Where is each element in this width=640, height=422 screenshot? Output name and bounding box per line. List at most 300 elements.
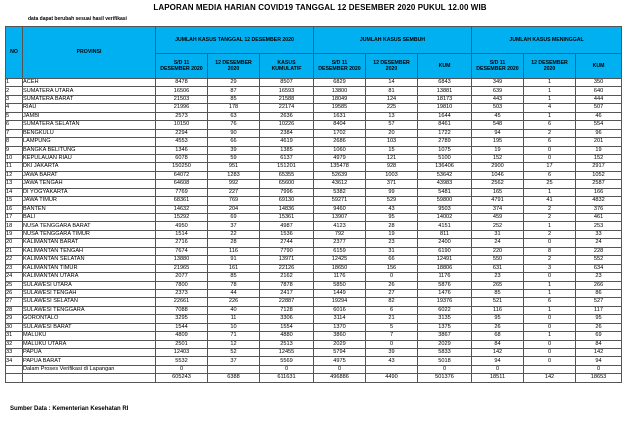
cell-sembuh-sd11: 4979	[314, 154, 366, 162]
cell-kasus-kumulatif: 22174	[260, 104, 314, 112]
cell-sembuh-kum: 811	[418, 230, 472, 238]
table-row	[6, 357, 622, 365]
table-row	[6, 298, 622, 306]
cell-meninggal-12des: 2	[524, 205, 576, 213]
cell-meninggal-12des: 2	[524, 214, 576, 222]
cell-meninggal-12des: 6	[524, 121, 576, 129]
cell-sembuh-kum: 9503	[418, 205, 472, 213]
cell-meninggal-kum: 33	[576, 230, 622, 238]
cell-meninggal-12des: 0	[524, 340, 576, 348]
cell-kasus-kumulatif: 5569	[260, 357, 314, 365]
cell-meninggal-kum: 2587	[576, 180, 622, 188]
cell-kasus-sd11: 68361	[156, 197, 208, 205]
cell-provinsi: RIAU	[23, 104, 156, 112]
cell-sembuh-12des	[366, 365, 418, 373]
table-row	[6, 214, 622, 222]
cell-sembuh-kum: 19810	[418, 104, 472, 112]
cell-meninggal-sd11: 374	[472, 205, 524, 213]
cell-no: 25	[6, 281, 23, 289]
cell-kasus-kumulatif: 65355	[260, 171, 314, 179]
table-row	[6, 79, 622, 87]
cell-meninggal-12des	[524, 365, 576, 373]
header-group-meninggal: JUMLAH KASUS MENINGGAL	[472, 27, 622, 54]
cell-provinsi	[23, 374, 156, 382]
cell-sembuh-12des: 99	[366, 188, 418, 196]
cell-meninggal-12des: 1	[524, 188, 576, 196]
cell-no: 33	[6, 349, 23, 357]
cell-kasus-12des: 76	[208, 121, 260, 129]
cell-sembuh-12des: 26	[366, 281, 418, 289]
cell-sembuh-sd11: 1176	[314, 273, 366, 281]
cell-meninggal-sd11: 165	[472, 188, 524, 196]
cell-meninggal-sd11: 1046	[472, 171, 524, 179]
cell-meninggal-sd11: 443	[472, 95, 524, 103]
cell-provinsi: KALIMANTAN TIMUR	[23, 264, 156, 272]
table-header	[6, 27, 622, 79]
cell-kasus-sd11: 4950	[156, 222, 208, 230]
cell-meninggal-12des: 41	[524, 197, 576, 205]
cell-sembuh-sd11: 4975	[314, 357, 366, 365]
cell-meninggal-sd11: 252	[472, 222, 524, 230]
cell-meninggal-kum: 69	[576, 332, 622, 340]
cell-sembuh-sd11: 3114	[314, 315, 366, 323]
table-row	[6, 340, 622, 348]
cell-sembuh-12des: 6	[366, 306, 418, 314]
cell-sembuh-sd11: 5850	[314, 281, 366, 289]
cell-kasus-kumulatif: 7790	[260, 247, 314, 255]
cell-sembuh-kum: 6190	[418, 247, 472, 255]
cell-kasus-sd11: 10150	[156, 121, 208, 129]
cell-kasus-12des: 951	[208, 163, 260, 171]
cell-provinsi: SUMATERA SELATAN	[23, 121, 156, 129]
cell-meninggal-kum: 266	[576, 281, 622, 289]
cell-kasus-12des: 71	[208, 332, 260, 340]
cell-no: 10	[6, 154, 23, 162]
cell-kasus-12des: 1283	[208, 171, 260, 179]
cell-sembuh-12des: 39	[366, 349, 418, 357]
cell-kasus-sd11: 2294	[156, 129, 208, 137]
header-sembuh-12des: 12 DESEMBER 2020	[366, 54, 418, 79]
cell-meninggal-12des: 6	[524, 138, 576, 146]
cell-provinsi: BANTEN	[23, 205, 156, 213]
cell-kasus-12des: 29	[208, 79, 260, 87]
cell-sembuh-kum: 5018	[418, 357, 472, 365]
cell-sembuh-kum: 59800	[418, 197, 472, 205]
cell-provinsi: SUMATERA UTARA	[23, 87, 156, 95]
cell-sembuh-sd11: 43612	[314, 180, 366, 188]
table-row	[6, 289, 622, 297]
cell-kasus-kumulatif: 2417	[260, 289, 314, 297]
cell-provinsi: PAPUA BARAT	[23, 357, 156, 365]
cell-kasus-sd11: 2077	[156, 273, 208, 281]
cell-kasus-12des: 78	[208, 281, 260, 289]
cell-kasus-12des: 59	[208, 154, 260, 162]
header-meninggal-kum: KUM	[576, 54, 622, 79]
table-row	[6, 273, 622, 281]
cell-kasus-kumulatif: 22887	[260, 298, 314, 306]
cell-kasus-12des: 69	[208, 214, 260, 222]
cell-kasus-sd11: 2716	[156, 239, 208, 247]
cell-sembuh-12des: 529	[366, 197, 418, 205]
table-row	[6, 222, 622, 230]
cell-provinsi: LAMPUNG	[23, 138, 156, 146]
cell-meninggal-sd11: 4791	[472, 197, 524, 205]
cell-provinsi: SULAWESI TENGGARA	[23, 306, 156, 314]
cell-kasus-sd11: 21503	[156, 95, 208, 103]
cell-no: 28	[6, 306, 23, 314]
cell-kasus-kumulatif: 3306	[260, 315, 314, 323]
cell-no: 19	[6, 230, 23, 238]
cell-meninggal-12des: 1	[524, 306, 576, 314]
verification-note: data dapat berubah sesuai hasil verifikasi	[28, 16, 127, 22]
cell-kasus-12des: 178	[208, 104, 260, 112]
cell-kasus-sd11: 1346	[156, 146, 208, 154]
cell-kasus-kumulatif: 151201	[260, 163, 314, 171]
cell-sembuh-kum: 2400	[418, 239, 472, 247]
cell-sembuh-kum: 4151	[418, 222, 472, 230]
cell-sembuh-12des: 20	[366, 129, 418, 137]
cell-meninggal-sd11: 0	[472, 365, 524, 373]
cell-meninggal-sd11: 84	[472, 340, 524, 348]
cell-kasus-12des: 63	[208, 112, 260, 120]
cell-provinsi: BANGKA BELITUNG	[23, 146, 156, 154]
cell-kasus-kumulatif: 4880	[260, 332, 314, 340]
cell-sembuh-kum: 3867	[418, 332, 472, 340]
cell-sembuh-12des: 4490	[366, 374, 418, 382]
cell-meninggal-kum: 84	[576, 340, 622, 348]
cell-sembuh-kum: 14002	[418, 214, 472, 222]
header-kasus-kumulatif: KASUS KUMULATIF	[260, 54, 314, 79]
cell-kasus-sd11: 4553	[156, 138, 208, 146]
header-meninggal-12des: 12 DESEMBER 2020	[524, 54, 576, 79]
cell-meninggal-sd11: 631	[472, 264, 524, 272]
cell-kasus-sd11: 21996	[156, 104, 208, 112]
cell-kasus-12des: 66	[208, 138, 260, 146]
cell-sembuh-sd11: 2686	[314, 138, 366, 146]
cell-sembuh-sd11: 1060	[314, 146, 366, 154]
cell-kasus-12des: 85	[208, 95, 260, 103]
cell-meninggal-sd11: 68	[472, 332, 524, 340]
cell-sembuh-12des: 928	[366, 163, 418, 171]
cell-provinsi: MALUKU UTARA	[23, 340, 156, 348]
cell-sembuh-12des: 5	[366, 323, 418, 331]
cell-sembuh-12des: 13	[366, 112, 418, 120]
cell-no: 7	[6, 129, 23, 137]
cell-sembuh-sd11: 5794	[314, 349, 366, 357]
cell-provinsi: PAPUA	[23, 349, 156, 357]
cell-kasus-kumulatif: 69130	[260, 197, 314, 205]
header-no: NO	[6, 27, 23, 79]
table-row	[6, 239, 622, 247]
cell-meninggal-kum: 18653	[576, 374, 622, 382]
cell-meninggal-12des: 0	[524, 357, 576, 365]
cell-no: 16	[6, 205, 23, 213]
cell-no: 5	[6, 112, 23, 120]
cell-meninggal-sd11: 459	[472, 214, 524, 222]
cell-provinsi: Dalam Proses Verifikasi di Lapangan	[23, 365, 156, 373]
cell-kasus-12des: 161	[208, 264, 260, 272]
cell-sembuh-kum: 12491	[418, 256, 472, 264]
cell-provinsi: NUSA TENGGARA BARAT	[23, 222, 156, 230]
cell-meninggal-sd11: 2562	[472, 180, 524, 188]
header-group-sembuh: JUMLAH KASUS SEMBUH	[314, 27, 472, 54]
cell-kasus-12des: 116	[208, 247, 260, 255]
cell-meninggal-kum: 444	[576, 95, 622, 103]
cell-sembuh-kum: 1375	[418, 323, 472, 331]
cell-no: 1	[6, 79, 23, 87]
cell-kasus-12des: 28	[208, 239, 260, 247]
cell-meninggal-sd11: 95	[472, 315, 524, 323]
cell-no: 12	[6, 171, 23, 179]
cell-kasus-sd11: 5532	[156, 357, 208, 365]
cell-kasus-kumulatif: 15361	[260, 214, 314, 222]
cell-sembuh-sd11: 19585	[314, 104, 366, 112]
cell-kasus-kumulatif: 10226	[260, 121, 314, 129]
cell-sembuh-sd11: 59271	[314, 197, 366, 205]
cell-meninggal-sd11: 220	[472, 247, 524, 255]
cell-kasus-12des: 11	[208, 315, 260, 323]
cell-sembuh-12des: 31	[366, 247, 418, 255]
cell-meninggal-12des: 4	[524, 104, 576, 112]
cell-sembuh-kum: 13881	[418, 87, 472, 95]
cell-sembuh-sd11: 6829	[314, 79, 366, 87]
cell-meninggal-12des: 1	[524, 87, 576, 95]
cell-meninggal-12des: 25	[524, 180, 576, 188]
cell-kasus-12des: 87	[208, 87, 260, 95]
table-row	[6, 138, 622, 146]
cell-kasus-kumulatif: 7128	[260, 306, 314, 314]
cell-sembuh-12des: 43	[366, 205, 418, 213]
cell-kasus-12des: 10	[208, 323, 260, 331]
cell-sembuh-sd11: 8404	[314, 121, 366, 129]
cell-sembuh-sd11: 2029	[314, 340, 366, 348]
cell-sembuh-12des: 371	[366, 180, 418, 188]
cell-meninggal-kum: 24	[576, 239, 622, 247]
cell-provinsi: SULAWESI BARAT	[23, 323, 156, 331]
cell-meninggal-12des: 0	[524, 239, 576, 247]
cell-provinsi: KEPULAUAN RIAU	[23, 154, 156, 162]
cell-meninggal-sd11: 550	[472, 256, 524, 264]
cell-meninggal-kum: 634	[576, 264, 622, 272]
cell-no	[6, 374, 23, 382]
cell-sembuh-sd11: 12425	[314, 256, 366, 264]
cell-no: 9	[6, 146, 23, 154]
cell-sembuh-12des: 0	[366, 340, 418, 348]
cell-meninggal-sd11: 142	[472, 349, 524, 357]
table-row	[6, 281, 622, 289]
table-row	[6, 197, 622, 205]
cell-sembuh-kum: 1722	[418, 129, 472, 137]
table-row	[6, 171, 622, 179]
cell-no: 17	[6, 214, 23, 222]
cell-sembuh-kum: 3135	[418, 315, 472, 323]
table-row	[6, 315, 622, 323]
cell-no: 13	[6, 180, 23, 188]
cell-meninggal-12des: 8	[524, 247, 576, 255]
cell-sembuh-kum: 43983	[418, 180, 472, 188]
report-title: LAPORAN MEDIA HARIAN COVID19 TANGGAL 12 DESEMBER 2020 PUKUL 12.00 WIB	[153, 3, 487, 12]
cell-kasus-sd11: 7800	[156, 281, 208, 289]
cell-no: 23	[6, 264, 23, 272]
cell-kasus-sd11: 64608	[156, 180, 208, 188]
cell-provinsi: GORONTALO	[23, 315, 156, 323]
cell-sembuh-sd11: 2377	[314, 239, 366, 247]
header-kasus-sd11: S/D 11 DESEMBER 2020	[156, 54, 208, 79]
cell-sembuh-kum: 19376	[418, 298, 472, 306]
table-row	[6, 104, 622, 112]
cell-meninggal-kum: 0	[576, 365, 622, 373]
cell-meninggal-kum: 554	[576, 121, 622, 129]
cell-meninggal-kum: 640	[576, 87, 622, 95]
cell-meninggal-sd11: 116	[472, 306, 524, 314]
cell-meninggal-sd11: 18511	[472, 374, 524, 382]
data-source: Sumber Data : Kementerian Kesehatan RI	[10, 406, 129, 412]
table-row	[6, 121, 622, 129]
cell-meninggal-12des: 1	[524, 289, 576, 297]
table-row	[6, 306, 622, 314]
cell-kasus-kumulatif: 7996	[260, 188, 314, 196]
cell-sembuh-12des: 0	[366, 273, 418, 281]
cell-sembuh-12des: 19	[366, 230, 418, 238]
cell-meninggal-12des: 0	[524, 154, 576, 162]
cell-kasus-kumulatif: 1536	[260, 230, 314, 238]
header-meninggal-sd11: S/D 11 DESEMBER 2020	[472, 54, 524, 79]
cell-provinsi: ACEH	[23, 79, 156, 87]
cell-sembuh-kum: 18173	[418, 95, 472, 103]
cell-kasus-12des: 90	[208, 129, 260, 137]
cell-kasus-12des: 39	[208, 146, 260, 154]
cell-meninggal-12des: 3	[524, 264, 576, 272]
cell-kasus-12des: 37	[208, 357, 260, 365]
cell-meninggal-kum: 507	[576, 104, 622, 112]
cell-sembuh-sd11: 13800	[314, 87, 366, 95]
cell-provinsi: KALIMANTAN UTARA	[23, 273, 156, 281]
cell-kasus-sd11: 16506	[156, 87, 208, 95]
cell-kasus-kumulatif: 14836	[260, 205, 314, 213]
cell-meninggal-kum: 95	[576, 315, 622, 323]
cell-provinsi: SULAWESI UTARA	[23, 281, 156, 289]
cell-sembuh-kum: 501376	[418, 374, 472, 382]
cell-provinsi: NUSA TENGGARA TIMUR	[23, 230, 156, 238]
cell-sembuh-12des: 27	[366, 289, 418, 297]
table-row	[6, 180, 622, 188]
cell-meninggal-sd11: 94	[472, 129, 524, 137]
cell-sembuh-sd11: 1449	[314, 289, 366, 297]
cell-sembuh-sd11: 19294	[314, 298, 366, 306]
cell-sembuh-12des: 103	[366, 138, 418, 146]
cell-sembuh-12des: 15	[366, 146, 418, 154]
cell-sembuh-kum: 6022	[418, 306, 472, 314]
cell-meninggal-kum: 253	[576, 222, 622, 230]
table-row	[6, 87, 622, 95]
cell-meninggal-sd11: 503	[472, 104, 524, 112]
cell-meninggal-sd11: 26	[472, 323, 524, 331]
cell-meninggal-sd11: 639	[472, 87, 524, 95]
cell-meninggal-12des: 1	[524, 281, 576, 289]
cell-sembuh-12des: 21	[366, 315, 418, 323]
cell-sembuh-12des: 7	[366, 332, 418, 340]
header-sembuh-kum: KUM	[418, 54, 472, 79]
cell-no: 29	[6, 315, 23, 323]
cell-provinsi: BENGKULU	[23, 129, 156, 137]
cell-sembuh-12des: 57	[366, 121, 418, 129]
cell-meninggal-sd11: 45	[472, 112, 524, 120]
cell-meninggal-12des: 1	[524, 332, 576, 340]
cell-kasus-12des: 37	[208, 222, 260, 230]
table-row	[6, 146, 622, 154]
cell-meninggal-kum: 228	[576, 247, 622, 255]
cell-sembuh-12des: 124	[366, 95, 418, 103]
cell-meninggal-sd11: 2900	[472, 163, 524, 171]
cell-sembuh-12des: 23	[366, 239, 418, 247]
cell-kasus-sd11: 1544	[156, 323, 208, 331]
cell-provinsi: DKI JAKARTA	[23, 163, 156, 171]
cell-kasus-kumulatif: 13971	[260, 256, 314, 264]
cell-no: 32	[6, 340, 23, 348]
cell-kasus-sd11: 7769	[156, 188, 208, 196]
cell-kasus-sd11: 605243	[156, 374, 208, 382]
cell-sembuh-sd11: 18049	[314, 95, 366, 103]
cell-no: 18	[6, 222, 23, 230]
cell-no: 27	[6, 298, 23, 306]
cell-sembuh-12des: 95	[366, 214, 418, 222]
cell-no: 20	[6, 239, 23, 247]
table-row	[6, 163, 622, 171]
cell-sembuh-kum: 6843	[418, 79, 472, 87]
table-row	[6, 256, 622, 264]
table-row	[6, 188, 622, 196]
cell-sembuh-sd11: 3860	[314, 332, 366, 340]
cell-meninggal-12des: 1	[524, 112, 576, 120]
cell-kasus-12des: 40	[208, 306, 260, 314]
table-row	[6, 129, 622, 137]
cell-kasus-kumulatif: 2636	[260, 112, 314, 120]
cell-provinsi: JAMBI	[23, 112, 156, 120]
table-row	[6, 332, 622, 340]
header-kasus-12des: 12 DESEMBER 2020	[208, 54, 260, 79]
cell-provinsi: SULAWESI SELATAN	[23, 298, 156, 306]
cell-kasus-kumulatif: 4619	[260, 138, 314, 146]
cell-meninggal-sd11: 24	[472, 239, 524, 247]
cell-sembuh-kum: 1176	[418, 273, 472, 281]
cell-no: 3	[6, 95, 23, 103]
cell-meninggal-kum: 461	[576, 214, 622, 222]
cell-no: 11	[6, 163, 23, 171]
cell-meninggal-sd11: 31	[472, 230, 524, 238]
table-row	[6, 365, 622, 373]
cell-sembuh-kum: 1644	[418, 112, 472, 120]
cell-meninggal-sd11: 548	[472, 121, 524, 129]
cell-no: 2	[6, 87, 23, 95]
cell-kasus-kumulatif: 7878	[260, 281, 314, 289]
cell-meninggal-sd11: 265	[472, 281, 524, 289]
cell-provinsi: JAWA BARAT	[23, 171, 156, 179]
cell-sembuh-sd11: 9460	[314, 205, 366, 213]
cell-no: 30	[6, 323, 23, 331]
cell-sembuh-sd11: 1702	[314, 129, 366, 137]
cell-sembuh-12des: 156	[366, 264, 418, 272]
cell-kasus-sd11: 3295	[156, 315, 208, 323]
cell-sembuh-kum: 2789	[418, 138, 472, 146]
cell-meninggal-12des: 142	[524, 374, 576, 382]
cell-sembuh-sd11: 52639	[314, 171, 366, 179]
header-sembuh-sd11: S/D 11 DESEMBER 2020	[314, 54, 366, 79]
cell-sembuh-sd11: 1370	[314, 323, 366, 331]
cell-kasus-kumulatif: 1385	[260, 146, 314, 154]
cell-kasus-sd11: 2373	[156, 289, 208, 297]
cell-provinsi: SULAWESI TENGAH	[23, 289, 156, 297]
cell-kasus-12des: 85	[208, 273, 260, 281]
